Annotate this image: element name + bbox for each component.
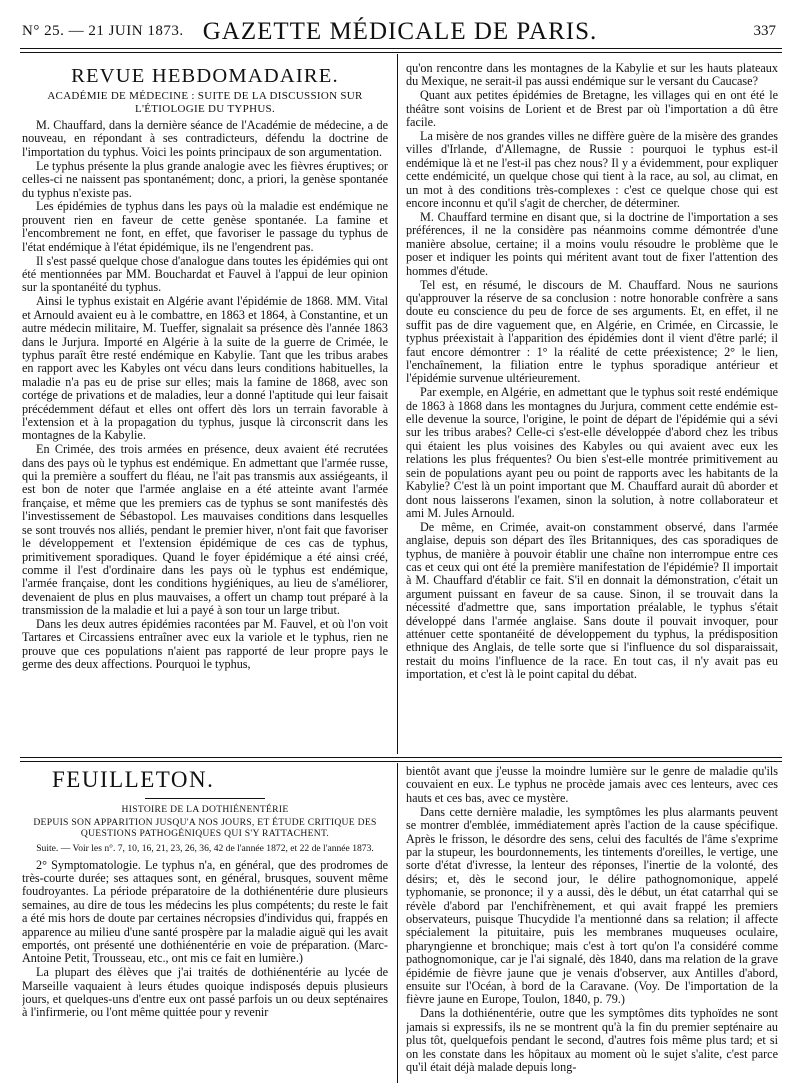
- feuilleton-right-column: [406, 765, 778, 1083]
- feuilleton-left-column: [22, 765, 388, 1083]
- feuilleton-title: FEUILLETON.: [52, 767, 215, 792]
- revue-title: REVUE HEBDOMADAIRE.: [71, 65, 339, 87]
- feuilleton-rule-top: [20, 757, 782, 758]
- paragraph: M. Chauffard, dans la dernière séance de l'Académie de médecine, a de nouveau, en répondant à ses contradicteurs, défendu la doctrine de l'importation du typhus. Voici les points principaux de son argumentation.: [22, 118, 388, 159]
- paragraph: Dans la dothiénentérie, outre que les symptômes dits typhoïdes ne sont jamais si expressifs, ils ne se montrent qu'à la fin du premier septénaire au plus tôt, quelquefois pendant le second, d'autres fois même plus tard; et si on les constate dans les hôpitaux au moment où le sujet s'alite, c'est parce qu'il était déjà malade depuis long-: [406, 1006, 778, 1074]
- paragraph: Dans les deux autres épidémies racontées par M. Fauvel, et où l'on voit Tartares et Circassiens entraîner avec eux la variole et le typhus, rien ne prouve que ces populations n'aient pas rapporté de leur propre pays le germe des deux affections. Pourquoi le typhus,: [22, 617, 388, 672]
- page-header: [0, 18, 800, 46]
- revue-right-column: [406, 62, 778, 754]
- revue-left-column: [22, 62, 388, 754]
- page-number: 337: [753, 23, 776, 39]
- paragraph: Par exemple, en Algérie, en admettant que le typhus soit resté endémique de 1863 à 1868 dans les montagnes du Jurjura, comment cette endémie est-elle devenue la source, l'origine, le point de départ de l'épidémie qui a sévi sur les tribus arabes? Celle-ci s'est-elle développée d'abord chez les tribus qui étaient les plus voisines des Kabyles ou qui avaient avec eux les relations les plus fréquentes? Ou bien s'est-elle montrée primitivement au sein de populations ayant peu ou point de rapports avec les habitants de la Kabylie? C'est là un point important que M. Chauffard aurait dû aborder et dont nous laisserons l'examen, sinon la solution, à notre collaborateur et ami M. Jules Arnould.: [406, 385, 778, 520]
- paragraph: La plupart des élèves que j'ai traités de dothiénentérie au lycée de Marseille vaquaient à leurs études quoique indisposés depuis plusieurs jours, et quelques-uns d'entre eux ont passé parfois un ou deux septénaires à l'infirmerie, ou l'ont même quittée pour y revenir: [22, 965, 388, 1020]
- feuilleton-suite-note: Suite. — Voir les n°. 7, 10, 16, 21, 23, 26, 36, 42 de l'année 1872, et 22 de l'année 1873.: [36, 842, 374, 854]
- paragraph: Tel est, en résumé, le discours de M. Chauffard. Nous ne saurions qu'approuver la réserve de sa conclusion : notre honorable confrère a sans doute eu conscience du peu de force de ses arguments. Et, en effet, il ne suffit pas de dire vaguement que, en Algérie, en Crimée, en Circassie, le typhus préexistait à l'apparition des épidémies dont il vient d'être parlé; il faut encore démontrer : 1° la réalité de cette préexistence; 2° le lien, l'enchaînement, la filiation entre le typhus sporadique antérieur et l'épidémie survenue ultérieurement.: [406, 277, 778, 386]
- title-separator: [145, 798, 265, 799]
- feuilleton-rule-bottom: [20, 761, 782, 762]
- journal-title: GAZETTE MÉDICALE DE PARIS.: [202, 18, 598, 45]
- header-rule-top: [20, 48, 782, 49]
- paragraph: Le typhus présente la plus grande analogie avec les fièvres éruptives; or celles-ci ne naissent pas spontanément; donc, a priori, la genèse spontanée du typhus n'existe pas.: [22, 158, 388, 200]
- column-divider-top: [397, 54, 398, 754]
- paragraph: Dans cette dernière maladie, les symptômes les plus alarmants peuvent se montrer d'emblée, immédiatement après l'action de la cause spécifique. Après le frisson, le désordre des sens, celui des facultés de l'âme s'exprime par la stupeur, les bourdonnements, les tintements d'oreilles, le vertige, une sorte d'état d'ivresse, la lenteur des réponses, l'inertie de la volonté, des désirs; et, dès le second jour, le délire pathognomonique, appelé typhomanie, se prononce; il y a aussi, dès le début, un état catarrhal qui se révèle d'abord par l'enchifrènement, et qui avait frappé les premiers observateurs, puisque Thucydide l'a mentionné dans sa relation; il affecte spécialement la pituitaire, puis les membranes muqueuses oculaire, pharyngienne et bronchique; mais c'est à tort qu'on l'a considéré comme pathognomonique, car je l'ai signalé, dès 1840, dans ma relation de la grave épidémie de fièvre jaune que je venais d'observer, aux Antilles d'abord, ensuite sur l'Océan, à bord de la Caravane. (Voy. De l'importation de la fièvre jaune en Europe, Toulon, 1840, p. 79.): [406, 804, 778, 1007]
- paragraph: qu'on rencontre dans les montagnes de la Kabylie et sur les hauts plateaux du Mexique, ne serait-il pas aussi endémique sur le versant du Caucase?: [406, 62, 778, 89]
- paragraph: La misère de nos grandes villes ne diffère guère de la misère des grandes villes d'Irlande, d'Allemagne, de Russie : pourquoi le typhus est-il endémique là et ne l'est-il pas chez nous? Il y a évidemment, pour expliquer cette endémicité, un quelque chose qui tient à la race, au sol, au climat, en un mot à des conditions très-complexes : c'est ce quelque chose qui est encore inconnu et qu'il s'agit de chercher, de déterminer.: [406, 129, 778, 211]
- paragraph: Ainsi le typhus existait en Algérie avant l'épidémie de 1868. MM. Vital et Arnould avaient eu à le combattre, en 1863 et 1864, à Constantine, et un autre médecin militaire, M. Tueffer, signalait sa présence dès l'année 1863 dans le Jurjura. Importé en Algérie à la suite de la guerre de Crimée, le typhus paraît être resté endémique en Kabylie. Tant que les tribus arabes en rapport avec les Kabyles ont vécu dans leurs conditions habituelles, la maladie n'a pas eu de prise sur elles; mais la famine de 1868, avec son cortége de privations et de maladies, leur a donné l'aptitude qui leur faisait précédemment défaut et elles ont offert dès lors un terrain favorable à l'extension et à la propagation du typhus, jusque là circonscrit dans les montagnes de la Kabylie.: [22, 294, 388, 443]
- paragraph: Il s'est passé quelque chose d'analogue dans toutes les épidémies qui ont été mentionnées par MM. Bouchardat et Fauvel à l'appui de leur opinion sur la spontanéité du typhus.: [22, 253, 388, 295]
- feuilleton-subheading: DEPUIS SON APPARITION JUSQU'A NOS JOURS, ET ÉTUDE CRITIQUE DES QUESTIONS PATHOGÉNIQUES QUI S'Y RATTACHENT.: [33, 816, 377, 839]
- column-divider-bottom: [397, 763, 398, 1083]
- header-rule-bottom: [20, 52, 782, 53]
- paragraph: Quant aux petites épidémies de Bretagne, les villages qui en ont été le théâtre sont voisins de Lorient et de Brest par où l'importation a dû être facile.: [406, 88, 778, 130]
- paragraph: Les épidémies de typhus dans les pays où la maladie est endémique ne prouvent rien en faveur de cette genèse spontanée. La famine et l'encombrement ne font, en effet, que favoriser le passage du typhus de l'état endémique à l'état épidémique, ils ne l'engendrent pas.: [22, 199, 388, 254]
- issue-date: N° 25. — 21 JUIN 1873.: [22, 23, 184, 39]
- paragraph: bientôt avant que j'eusse la moindre lumière sur le genre de maladie qu'ils couvaient en eux. Le typhus ne procède jamais avec ces lenteurs, avec ces hauts et ces bas, avec ce mystère.: [406, 765, 778, 805]
- paragraph: De même, en Crimée, avait-on constamment observé, dans l'armée anglaise, depuis son départ des îles Britanniques, des cas sporadiques de typhus, de manière à pouvoir établir une chaîne non interrompue entre ces cas et ceux qui ont été la première manifestation de l'épidémie? Il importait à M. Chauffard d'établir ce fait. S'il en donnait la démonstration, c'était un argument puissant en faveur de sa cause. Sinon, il se trouvait dans la nécessité d'admettre que, sans importation préalable, le typhus s'était développé dans l'armée anglaise. Sans doute il pouvait invoquer, pour atténuer cette spontanéité de développement du typhus, la prédisposition ethnique des Anglais, de telle sorte que si l'influence du sol disparaissait, restait du moins l'influence de la race. En tout cas, il n'y avait pas eu importation, et c'est là le point capital du débat.: [406, 519, 778, 682]
- paragraph: En Crimée, des trois armées en présence, deux avaient été recrutées dans des pays où le typhus est endémique. En admettant que l'armée russe, qui la première a souffert du fléau, ne l'ait pas transmis aux assiégeants, il est bon de noter que l'armée anglaise en a été atteinte avant l'armée française, et même que les premiers cas de typhus se sont manifestés dès l'investissement de Sébastopol. Les mauvaises conditions dans lesquelles se sont trouvés nos alliés, pendant le premier hiver, n'ont fait que favoriser le développement et l'extension épidémique de ces cas de typhus, primitivement sporadiques. Quand le foyer épidémique a été ainsi créé, comme il l'est d'ordinaire dans les pays où le typhus est endémique, l'armée française, dont les conditions hygiéniques, au lieu de s'améliorer, devenaient de plus en plus mauvaises, a offert un champ tout préparé à la transmission de la maladie et lui a payé à son tour un large tribut.: [22, 442, 388, 618]
- paragraph: 2° Symptomatologie. Le typhus n'a, en général, que des prodromes de très-courte durée; ses attaques sont, en général, brusques, souvent même foudroyantes. La période préparatoire de la dothiénentérie dure plusieurs semaines, au dire de tous les médecins les plus compétents; du reste le fait a été mis hors de doute par certaines nécropsies d'individus qui, frappés en apparence au milieu d'une santé prospère par la maladie aiguë qui les avait emportés, ont présenté une dothiénentérie en voie de préparation. (Marc-Antoine Petit, Trousseau, etc., ont mis ce fait en lumière.): [22, 857, 388, 966]
- feuilleton-heading: HISTOIRE DE LA DOTHIÉNENTÉRIE: [121, 804, 289, 815]
- paragraph: M. Chauffard termine en disant que, si la doctrine de l'importation a ses préférences, il ne la considère pas néanmoins comme démontrée d'une manière absolue, certaine; il a moins voulu résoudre le problème que le poser et indiquer les points qui méritent avant tout de fixer l'attention des hommes d'étude.: [406, 209, 778, 278]
- revue-subtitle: ACADÉMIE DE MÉDECINE : SUITE DE LA DISCUSSION SUR L'ÉTIOLOGIE DU TYPHUS.: [47, 90, 363, 115]
